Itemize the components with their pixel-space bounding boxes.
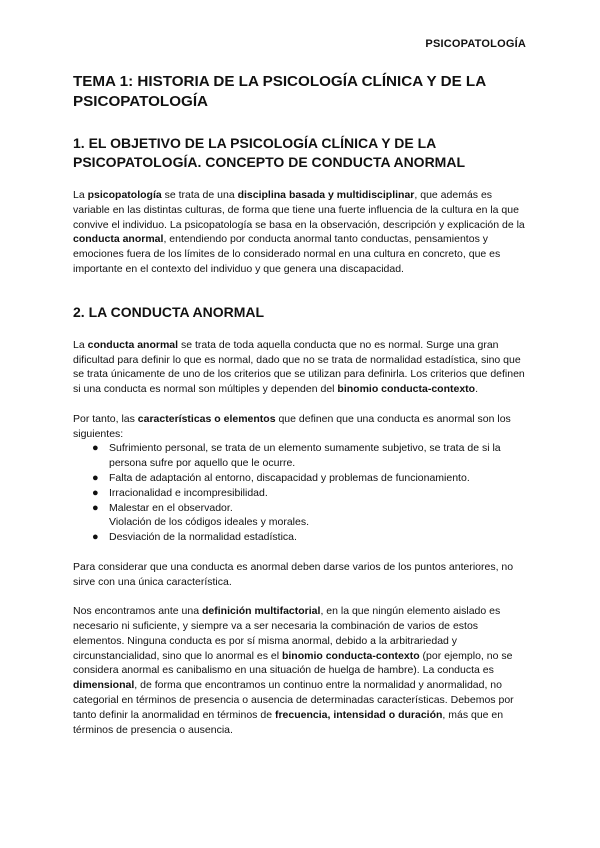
list-item: [92, 486, 528, 501]
bold-term: binomio conducta-contexto: [337, 383, 476, 396]
list-item-text: Irracionalidad e incompresibilidad.: [109, 486, 268, 499]
bold-term: frecuencia, intensidad o duración: [274, 708, 443, 721]
text-run: .: [475, 383, 479, 396]
list-item-text: Violación de los códigos ideales y morales.: [109, 516, 310, 529]
bold-term: psicopatología: [87, 189, 162, 201]
bold-term: definición multifactorial: [202, 605, 321, 618]
list-item: [92, 471, 528, 486]
section-2-paragraph-3: Para considerar que una conducta es anormal deben darse varios de los puntos anteriores, no sirve con una única característica.: [73, 560, 514, 588]
section-2-paragraph-2: [73, 412, 528, 442]
bold-term: disciplina basada y multidisciplinar: [237, 189, 415, 201]
text-run: La: [73, 189, 88, 201]
list-item-text: Malestar en el observador.: [109, 501, 233, 514]
text-run: que definen que una conducta es anormal son los siguientes:: [73, 412, 511, 440]
document-body: [73, 72, 528, 737]
section-1-heading: 1. EL OBJETIVO DE LA PSICOLOGÍA CLÍNICA Y DE LA PSICOPATOLOGÍA. CONCEPTO DE CONDUCTA ANORMAL: [73, 135, 466, 170]
section-2-paragraph-1: [73, 338, 528, 397]
text-run: , que además es variable en las distintas culturas, de forma que tiene una fuerte influencia de la cultura en la que convive el individuo. La psicopatología se basa en la observación, descripción y explicación de la: [73, 189, 525, 231]
bullet-icon: ●: [92, 501, 99, 514]
list-item-text: Sufrimiento personal, se trata de un elemento sumamente subjetivo, se trata de si la persona sufre por aquello que le ocurre.: [109, 442, 501, 470]
bold-term: dimensional: [73, 679, 135, 692]
text-run: Por tanto, las: [73, 412, 138, 425]
bullet-icon: ●: [92, 442, 99, 455]
list-item-text: Falta de adaptación al entorno, discapacidad y problemas de funcionamiento.: [109, 471, 470, 484]
document-title: TEMA 1: HISTORIA DE LA PSICOLOGÍA CLÍNICA Y DE LA PSICOPATOLOGÍA: [73, 73, 486, 110]
bold-term: binomio conducta-contexto: [281, 649, 420, 662]
bold-term: conducta anormal: [73, 233, 164, 246]
list-item: [92, 530, 528, 545]
text-run: (por ejemplo, no se considera anormal es canibalismo en una situación de huelga de hambre). La conducta es: [73, 649, 513, 677]
bold-term: características o elementos: [137, 412, 276, 425]
bold-term: conducta anormal: [87, 338, 179, 351]
section-1-paragraph-1: [73, 188, 528, 277]
bullet-icon: ●: [92, 531, 99, 544]
section-2-paragraph-4: [73, 604, 528, 737]
running-header: PSICOPATOLOGÍA: [425, 38, 526, 50]
list-item: [92, 441, 528, 471]
text-run: , entendiendo por conducta anormal tanto conductas, pensamientos y emociones fuera de los límites de lo considerado normal en una cultura en concreto, que es importante en el contexto del individuo y que genera una discapacidad.: [73, 233, 501, 275]
text-run: , más que en términos de presencia o ausencia.: [73, 708, 504, 736]
text-run: se trata de una: [161, 189, 238, 201]
bullet-icon: ●: [92, 486, 99, 499]
bullet-icon: ●: [92, 471, 99, 484]
text-run: Nos encontramos ante una: [73, 605, 202, 618]
list-item: [92, 501, 528, 516]
characteristics-list: [73, 441, 528, 545]
list-item-continuation: [109, 515, 528, 530]
list-item-text: Desviación de la normalidad estadística.: [109, 531, 297, 544]
text-run: , de forma que encontramos un continuo entre la normalidad y anormalidad, no categorial en términos de presencia o ausencia de determinadas características. Debemos por tanto definir la anormalidad en términos de: [73, 679, 514, 721]
text-run: , en la que ningún elemento aislado es necesario ni suficiente, y siempre va a ser necesaria la combinación de varios de estos elementos. Ninguna conducta es por sí misma anormal, debido a la arbitrariedad y circunstancialidad, sino que lo anormal es el: [73, 605, 501, 662]
section-2-heading: 2. LA CONDUCTA ANORMAL: [73, 303, 265, 320]
text-run: se trata de toda aquella conducta que no es normal. Surge una gran dificultad para definir lo que es normal, dado que no se trata de normalidad estadística, sino que se trata únicamente de uno de los criterios que se utilizan para definirla. Los criterios que definen si una conducta es normal son múltiples y dependen del: [73, 338, 525, 396]
text-run: La: [73, 338, 88, 351]
